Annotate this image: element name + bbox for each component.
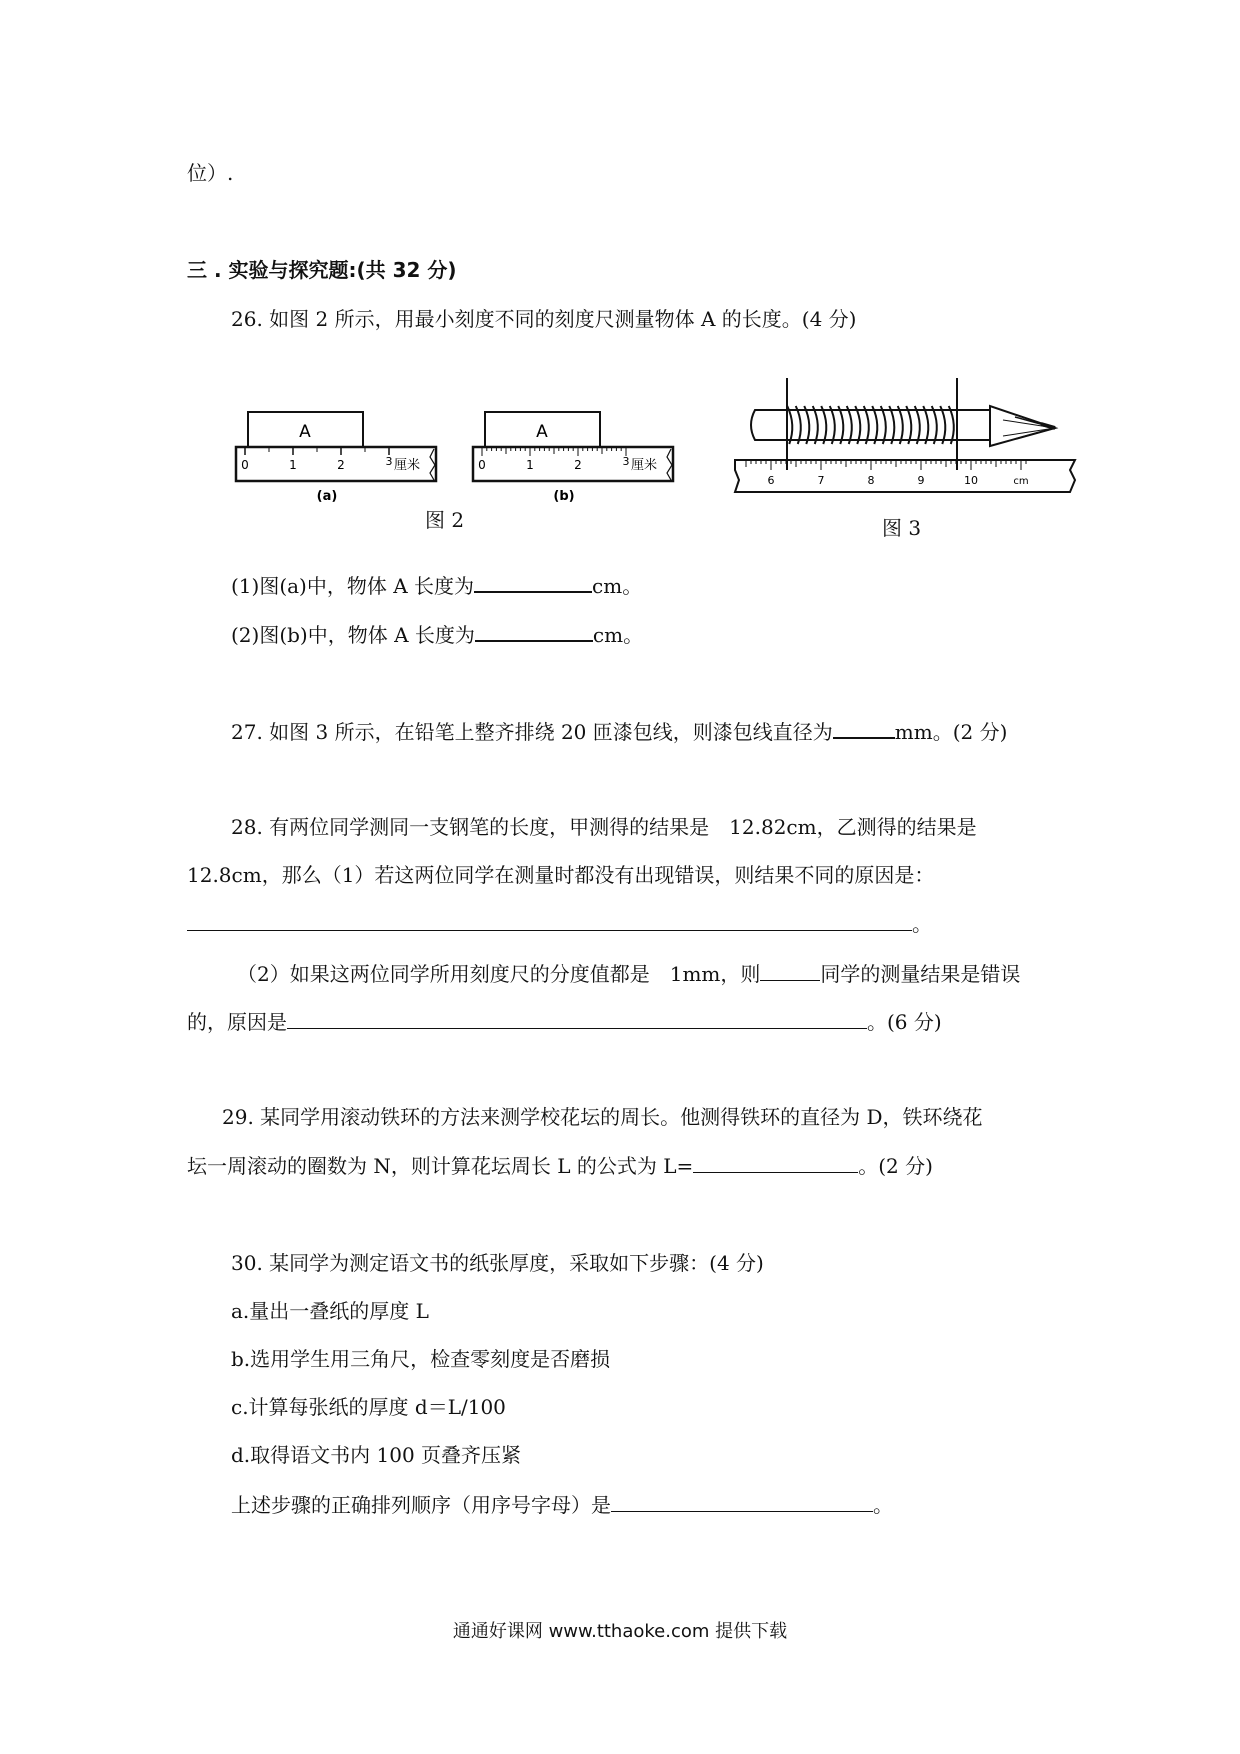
ruler-b-tick-0: 0 <box>478 458 486 472</box>
ruler-a-caption: (a) <box>316 489 338 504</box>
q30-step-c: c.计算每张纸的厚度 d＝L/100 <box>231 1395 506 1419</box>
coil-turn <box>923 406 928 444</box>
q28-cause-blank[interactable] <box>287 1008 867 1029</box>
q30-step-b: b.选用学生用三角尺，检查零刻度是否磨损 <box>231 1347 611 1371</box>
coil-turn <box>940 406 945 444</box>
q30-answer-suffix: 。 <box>873 1493 893 1517</box>
fig3-unit: cm <box>1013 476 1029 487</box>
q28-line4-prefix: （2）如果这两位同学所用刻度尺的分度值都是 1mm，则 <box>237 962 761 986</box>
ruler-a <box>236 412 436 504</box>
figure-3 <box>725 370 1085 505</box>
q27-prefix: 27. 如图 3 所示，在铅笔上整齐排绕 20 匝漆包线，则漆包线直径为 <box>231 720 833 744</box>
q28-line3-end: 。 <box>912 912 932 936</box>
q28-line4 <box>237 960 1020 987</box>
q26-sub1-blank[interactable] <box>474 571 592 593</box>
ruler-b-tick-2: 2 <box>574 458 582 472</box>
coil <box>787 406 954 444</box>
q26-sub1-prefix: (1)图(a)中，物体 A 长度为 <box>231 574 475 598</box>
coil-turn <box>872 406 877 444</box>
ruler-a-object-label: A <box>299 422 311 442</box>
figure-2-caption: 图 2 <box>425 508 465 532</box>
q26-text: 26. 如图 2 所示，用最小刻度不同的刻度尺测量物体 A 的长度。(4 分) <box>231 307 857 331</box>
q26-sub2-blank[interactable] <box>475 620 593 642</box>
q28-line1: 28. 有两位同学测同一支钢笔的长度，甲测得的结果是 12.82cm，乙测得的结果是 <box>231 815 977 839</box>
q30-answer <box>231 1491 893 1518</box>
ruler-a-tick-2: 2 <box>337 458 345 472</box>
coil-turn <box>787 406 792 444</box>
section-title: 三 . 实验与探究题:(共 32 分) <box>187 258 457 282</box>
ruler-a-tick-0: 0 <box>241 458 249 472</box>
ruler-b <box>473 412 673 504</box>
q29-formula-blank[interactable] <box>693 1152 858 1173</box>
coil-turn <box>821 406 826 444</box>
coil-turn <box>889 406 894 444</box>
figure-3-caption: 图 3 <box>882 516 922 540</box>
ruler-b-tick-1: 1 <box>526 458 534 472</box>
footer-download-note: 通通好课网 www.tthaoke.com 提供下载 <box>452 1621 788 1642</box>
coil-turn <box>915 406 920 444</box>
fig3-tick-6: 6 <box>767 474 775 487</box>
q29-line1: 29. 某同学用滚动铁环的方法来测学校花坛的周长。他测得铁环的直径为 D，铁环绕花 <box>222 1105 983 1129</box>
q29-line2-suffix: 。(2 分) <box>858 1154 933 1178</box>
coil-turn <box>932 406 937 444</box>
q28-line5-prefix: 的，原因是 <box>187 1010 287 1034</box>
q28-line5 <box>187 1008 942 1035</box>
q27-suffix: mm。(2 分) <box>894 720 1008 744</box>
ruler-b-object-label: A <box>536 422 548 442</box>
ruler-b-caption: (b) <box>553 489 575 504</box>
ruler-b-unit: 厘米 <box>631 458 658 473</box>
q28-line5-suffix: 。(6 分) <box>867 1010 942 1034</box>
coil-turn <box>855 406 860 444</box>
q28-line4-suffix: 同学的测量结果是错误 <box>820 962 1021 986</box>
coil-turn <box>830 406 835 444</box>
fig3-tick-10: 10 <box>964 474 978 487</box>
q30-text: 30. 某同学为测定语文书的纸张厚度，采取如下步骤：(4 分) <box>231 1251 764 1275</box>
q27-blank[interactable] <box>833 717 895 739</box>
fig3-tick-7: 7 <box>817 474 825 487</box>
ruler-b-tick-3: 3 <box>622 455 630 468</box>
q28-reason-blank[interactable] <box>187 910 912 931</box>
coil-turn <box>847 406 852 444</box>
fig3-tick-8: 8 <box>867 474 875 487</box>
q29-line2-prefix: 坛一周滚动的圈数为 N，则计算花坛周长 L 的公式为 L= <box>187 1154 694 1178</box>
ruler-a-tick-3: 3 <box>385 455 393 468</box>
q30-answer-prefix: 上述步骤的正确排列顺序（用序号字母）是 <box>231 1493 611 1517</box>
q26-sub2-unit: cm。 <box>592 623 644 647</box>
q29-line2 <box>187 1152 933 1179</box>
q28-line3 <box>187 910 932 937</box>
q26-sub1-unit: cm。 <box>592 574 643 598</box>
ruler-a-unit: 厘米 <box>394 458 421 473</box>
ruler-a-tick-1: 1 <box>289 458 297 472</box>
coil-turn <box>949 406 954 444</box>
q27 <box>231 717 1007 745</box>
q28-line2: 12.8cm，那么（1）若这两位同学在测量时都没有出现错误，则结果不同的原因是： <box>187 863 935 887</box>
q30-order-blank[interactable] <box>611 1491 873 1512</box>
q30-step-a: a.量出一叠纸的厚度 L <box>231 1299 429 1323</box>
header-tail: 位）. <box>187 161 234 185</box>
coil-turn <box>838 406 843 444</box>
fig3-tick-9: 9 <box>917 474 925 487</box>
q26-sub1 <box>231 571 642 599</box>
coil-turn <box>898 406 903 444</box>
coil-turn <box>906 406 911 444</box>
q28-student-blank[interactable] <box>760 960 820 981</box>
q26-sub2 <box>231 620 643 648</box>
coil-turn <box>813 406 818 444</box>
q26-sub2-prefix: (2)图(b)中，物体 A 长度为 <box>231 623 475 647</box>
coil-turn <box>804 406 809 444</box>
q30-step-d: d.取得语文书内 100 页叠齐压紧 <box>231 1443 522 1467</box>
coil-turn <box>796 406 801 444</box>
coil-turn <box>864 406 869 444</box>
coil-turn <box>881 406 886 444</box>
